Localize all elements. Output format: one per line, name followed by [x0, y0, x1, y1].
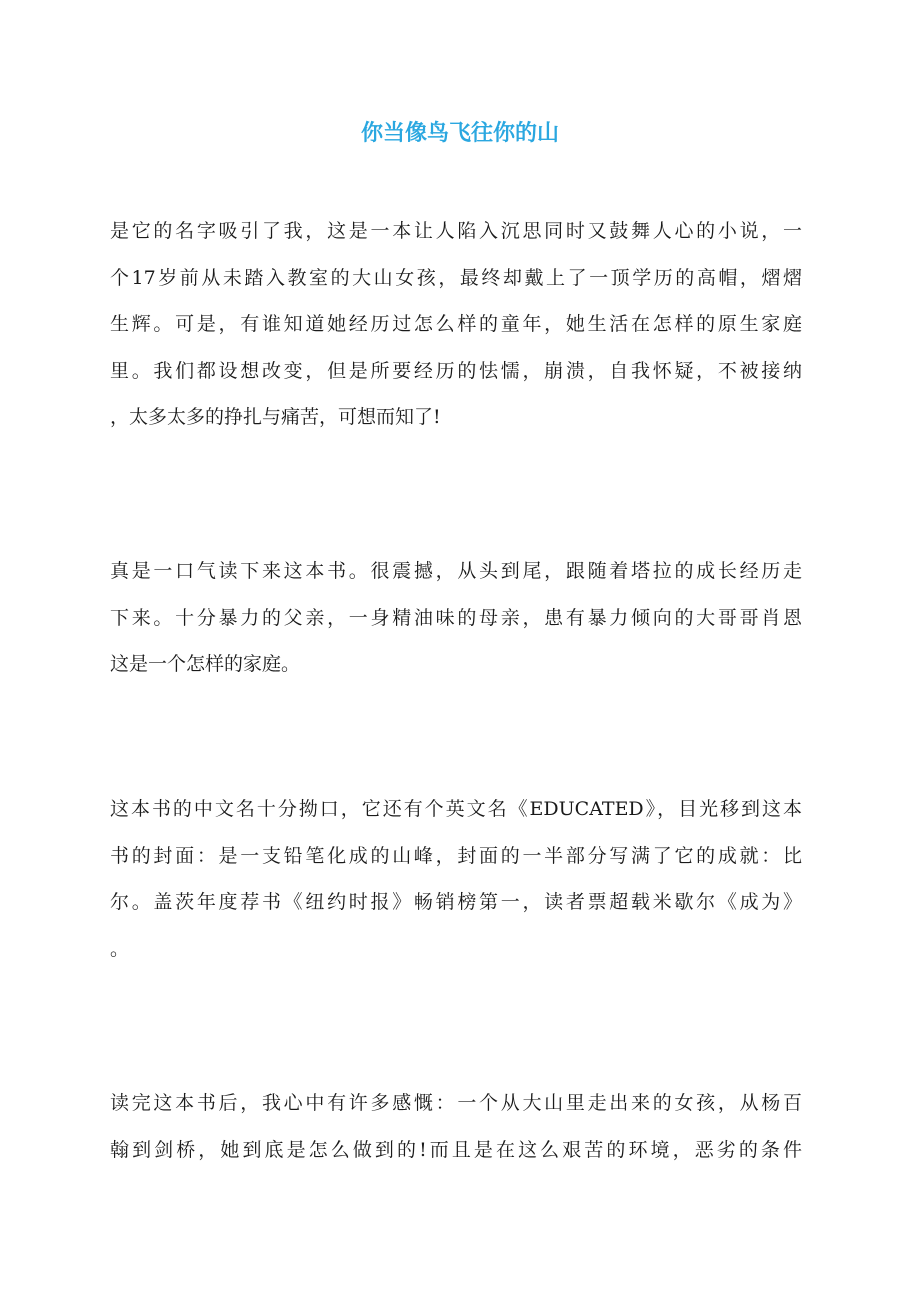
paragraph-2 [110, 548, 802, 688]
paragraph-line: 下来。十分暴力的父亲，一身精油味的母亲，患有暴力倾向的大哥哥肖恩 [110, 606, 802, 629]
paragraph-line: 真是一口气读下来这本书。很震撼，从头到尾，跟随着塔拉的成长经历走 [110, 560, 802, 582]
paragraph-line: 个17岁前从未踏入教室的大山女孩，最终却戴上了一顶学历的高帽，熠熠 [110, 266, 802, 289]
paragraph-line: 书的封面：是一支铅笔化成的山峰，封面的一半部分写满了它的成就：比 [110, 844, 802, 867]
document-title: 你当像鸟飞往你的山 [360, 121, 559, 146]
paragraph-line: 里。我们都设想改变，但是所要经历的怯懦，崩溃，自我怀疑，不被接纳 [110, 359, 802, 382]
paragraph-1 [110, 208, 802, 441]
paragraph-line: 翰到剑桥，她到底是怎么做到的!而且是在这么艰苦的环境，恶劣的条件 [110, 1138, 802, 1161]
paragraph-line: 读完这本书后，我心中有许多感慨：一个从大山里走出来的女孩，从杨百 [110, 1092, 802, 1114]
paragraph-line: 这是一个怎样的家庭。 [110, 653, 301, 675]
paragraph-4 [110, 1080, 802, 1173]
paragraph-line: 这本书的中文名十分拗口，它还有个英文名《EDUCATED》，目光移到这本 [110, 798, 802, 820]
paragraph-3 [110, 786, 802, 972]
paragraph-line: ，太多太多的挣扎与痛苦，可想而知了! [110, 406, 441, 428]
paragraph-line: 生辉。可是，有谁知道她经历过怎么样的童年，她生活在怎样的原生家庭 [110, 313, 802, 335]
paragraph-line: 。 [110, 937, 130, 960]
paragraph-line: 尔。盖茨年度荐书《纽约时报》畅销榜第一，读者票超载米歇尔《成为》 [110, 891, 802, 913]
paragraph-line: 是它的名字吸引了我，这是一本让人陷入沉思同时又鼓舞人心的小说，一 [110, 220, 802, 242]
